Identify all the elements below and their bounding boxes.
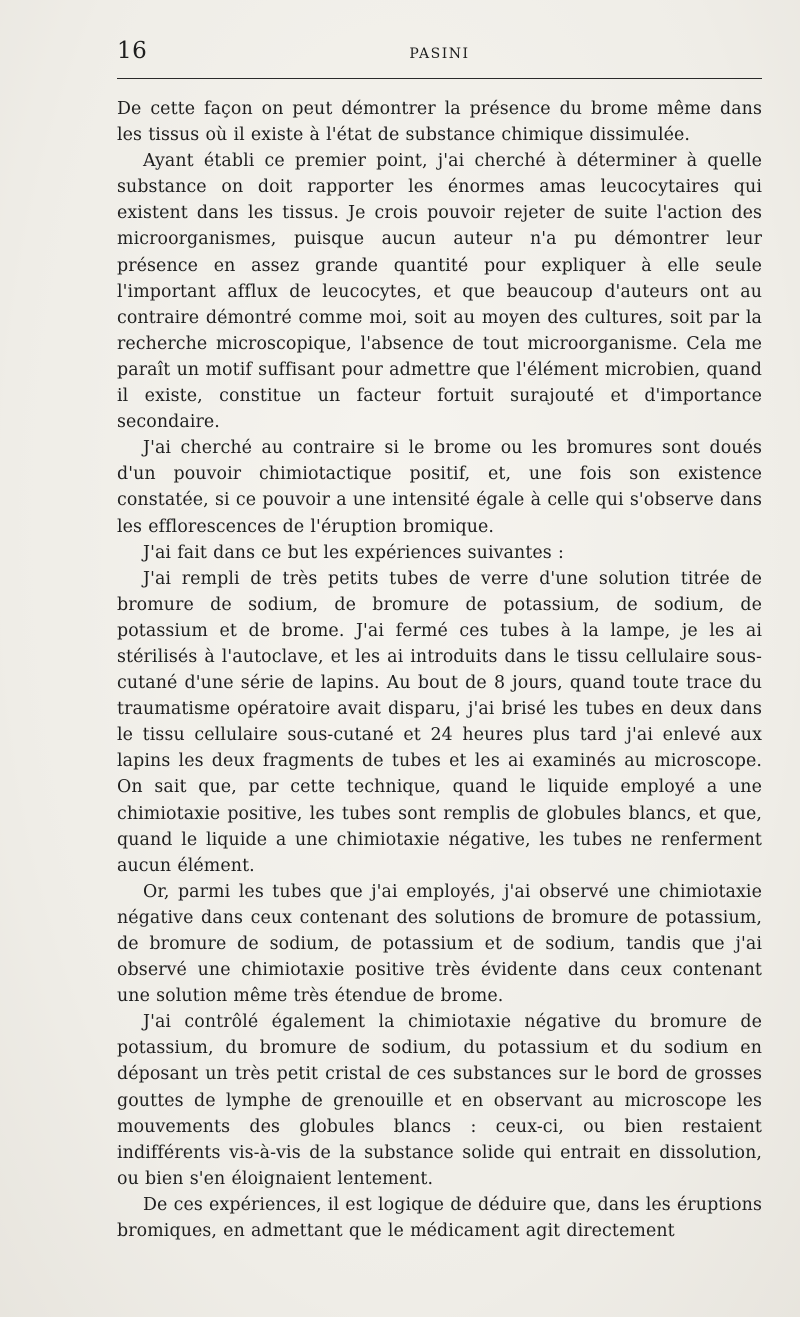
page-header [117,38,762,78]
paragraph: Or, parmi les tubes que j'ai employés, j'ai observé une chimiotaxie négative dans ceux contenant des solutions de bromure de potassium, de bromure de sodium, de potassium et de sodium, tandis que j'ai observé une chimiotaxie positive très évidente dans ceux contenant une solution même très étendue de brome. [117,881,762,1007]
body-text [117,96,762,1244]
header-rule [117,78,762,79]
page-number: 16 [117,38,148,64]
paragraph: J'ai cherché au contraire si le brome ou les bromures sont doués d'un pouvoir chimiotactique positif, et, une fois son existence constatée, si ce pouvoir a une intensité égale à celle qui s'observe dans les efflorescences de l'éruption bromique. [117,438,762,537]
paragraph: De ces expériences, il est logique de déduire que, dans les éruptions bromiques, en admettant que le médicament agit directement [117,1194,762,1242]
paragraph: J'ai fait dans ce but les expériences suivantes : [143,542,564,563]
running-head: PASINI [409,46,470,62]
paragraph: De cette façon on peut démontrer la présence du brome même dans les tissus où il existe à l'état de substance chimique dissimulée. [117,99,762,146]
paragraph: J'ai contrôlé également la chimiotaxie négative du bromure de potassium, du bromure de sodium, du potassium et du sodium en déposant un très petit cristal de ces substances sur le bord de grosses gouttes de lymphe de grenouille et en observant au microscope les mouvements des globules blancs : ceux-ci, ou bien restaient indifférents vis-à-vis de la substance solide qui entrait en dissolution, ou bien s'en éloignaient lentement. [117,1012,762,1189]
paragraph: Ayant établi ce premier point, j'ai cherché à déterminer à quelle substance on doit rapporter les énormes amas leucocytaires qui existent dans les tissus. Je crois pouvoir rejeter de suite l'action des microorganismes, puisque aucun auteur n'a pu démontrer leur présence en assez grande quantité pour expliquer à elle seule l'important afflux de leucocytes, et que beaucoup d'auteurs ont au contraire démontré comme moi, soit au moyen des cultures, soit par la recherche microscopique, l'absence de tout microorganisme. Cela me paraît un motif suffisant pour admettre que l'élément microbien, quand il existe, constitue un facteur fortuit surajouté et d'importance secondaire. [117,151,762,433]
paragraph: J'ai rempli de très petits tubes de verre d'une solution titrée de bromure de sodium, de bromure de potassium, de sodium, de potassium et de brome. J'ai fermé ces tubes à la lampe, je les ai stérilisés à l'autoclave, et les ai introduits dans le tissu cellulaire sous-cutané d'une série de lapins. Au bout de 8 jours, quand toute trace du traumatisme opératoire avait disparu, j'ai brisé les tubes en deux dans le tissu cellulaire sous-cutané et 24 heures plus tard j'ai enlevé aux lapins les deux fragments de tubes et les ai examinés au microscope. On sait que, par cette technique, quand le liquide employé a une chimiotaxie positive, les tubes sont remplis de globules blancs, et que, quand le liquide a une chimiotaxie négative, les tubes ne renferment aucun élément. [117,568,762,876]
